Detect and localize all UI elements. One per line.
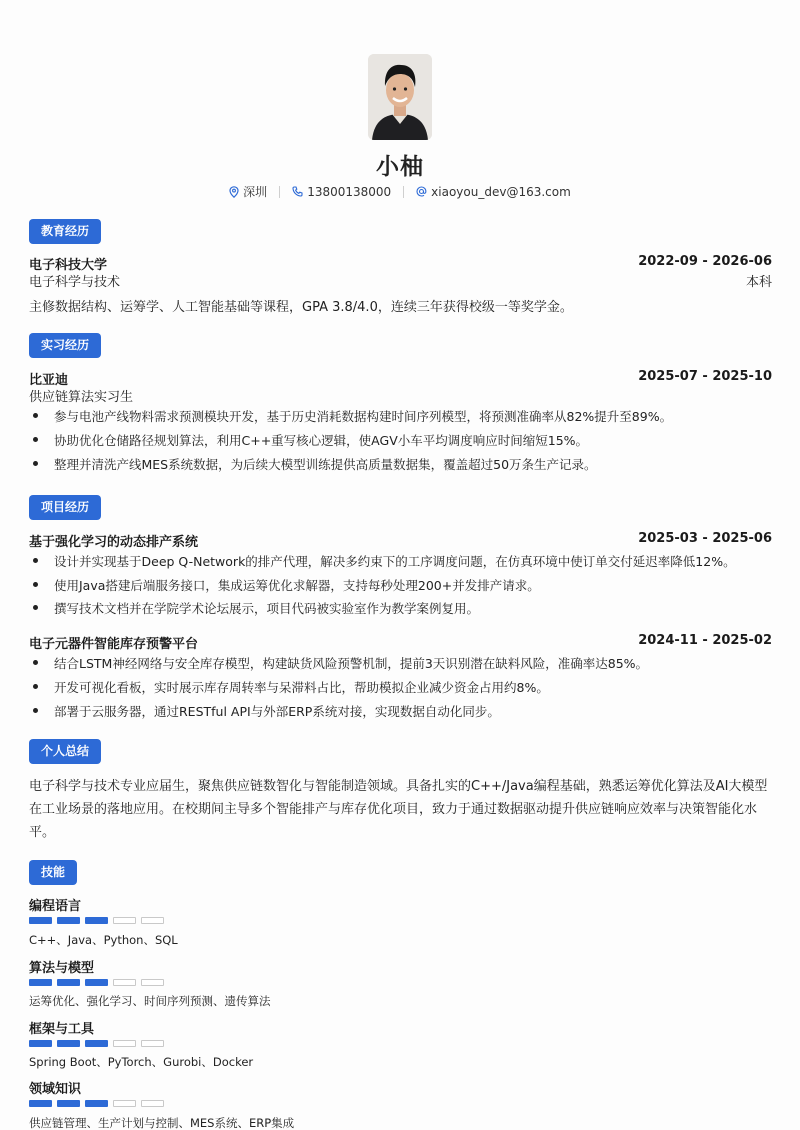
contact-phone[interactable] (292, 185, 391, 199)
contact-info (0, 183, 800, 200)
avatar (368, 54, 432, 140)
skill-level-bars (29, 979, 164, 986)
skill-bar-empty (141, 1040, 164, 1047)
candidate-name: 小柚 (376, 154, 424, 180)
skill-name: 算法与模型 (29, 961, 95, 976)
company-name: 比亚迪 (29, 373, 69, 388)
at-sign-icon (416, 186, 427, 197)
section-tag-summary: 个人总结 (29, 739, 101, 764)
list-item: 参与电池产线物料需求预测模块开发，基于历史消耗数据构建时间序列模型，将预测准确率从82%提升至89%。 (29, 407, 772, 425)
list-item: 协助优化仓储路径规划算法，利用C++重写核心逻辑，使AGV小车平均调度响应时间缩短15%。 (29, 431, 772, 449)
skill-bar-filled (29, 979, 52, 986)
skill-detail: 供应链管理、生产计划与控制、MES系统、ERP集成 (29, 1116, 295, 1130)
education-date: 2022-09 - 2026-06 (638, 254, 772, 269)
skill-name: 框架与工具 (29, 1022, 95, 1037)
internship-date: 2025-07 - 2025-10 (638, 369, 772, 384)
skill-bar-filled (57, 1100, 80, 1107)
school-name: 电子科技大学 (29, 258, 108, 273)
skill-bar-filled (57, 979, 80, 986)
degree: 本科 (745, 275, 772, 290)
project-title: 基于强化学习的动态排产系统 (29, 535, 199, 550)
skill-detail: Spring Boot、PyTorch、Gurobi、Docker (29, 1055, 254, 1069)
internship-role: 供应链算法实习生 (29, 390, 134, 405)
project-title: 电子元器件智能库存预警平台 (29, 637, 199, 652)
skill-bar-filled (29, 917, 52, 924)
skill-bar-filled (57, 917, 80, 924)
skill-level-bars (29, 917, 164, 924)
skill-bar-empty (113, 917, 136, 924)
skill-bar-empty (141, 1100, 164, 1107)
skill-name: 编程语言 (29, 899, 82, 914)
contact-divider (403, 186, 404, 198)
skill-bar-filled (57, 1040, 80, 1047)
list-item: 部署于云服务器，通过RESTful API与外部ERP系统对接，实现数据自动化同步。 (29, 702, 772, 720)
skill-bar-filled (29, 1040, 52, 1047)
list-item: 开发可视化看板，实时展示库存周转率与呆滞料占比，帮助模拟企业减少资金占用约8%。 (29, 678, 772, 696)
skill-level-bars (29, 1100, 164, 1107)
skill-bar-filled (85, 917, 108, 924)
section-tag-skills: 技能 (29, 860, 77, 885)
location-pin-icon (229, 186, 239, 198)
list-item: 整理并清洗产线MES系统数据，为后续大模型训练提供高质量数据集，覆盖超过50万条生产记录。 (29, 455, 772, 473)
skill-bar-empty (141, 979, 164, 986)
skill-bar-empty (141, 917, 164, 924)
phone-text: 13800138000 (307, 184, 392, 199)
list-item: 结合LSTM神经网络与安全库存模型，构建缺货风险预警机制，提前3天识别潜在缺料风险，准确率达85%。 (29, 654, 772, 672)
education-detail: 主修数据结构、运筹学、人工智能基础等课程，GPA 3.8/4.0，连续三年获得校级一等奖学金。 (29, 300, 573, 315)
skill-bar-filled (29, 1100, 52, 1107)
skill-name: 领域知识 (29, 1082, 82, 1097)
section-tag-internship: 实习经历 (29, 333, 101, 358)
phone-icon (292, 186, 303, 197)
project-date: 2025-03 - 2025-06 (638, 531, 772, 546)
list-item: 设计并实现基于Deep Q-Network的排产代理，解决多约束下的工序调度问题，在仿真环境中使订单交付延迟率降低12%。 (29, 552, 772, 570)
skill-bar-empty (113, 1100, 136, 1107)
major: 电子科学与技术 (29, 275, 121, 290)
location-text: 深圳 (243, 185, 268, 199)
skill-bar-empty (113, 979, 136, 986)
contact-divider (279, 186, 280, 198)
skill-bar-filled (85, 979, 108, 986)
section-tag-education: 教育经历 (29, 219, 101, 244)
section-tag-projects: 项目经历 (29, 495, 101, 520)
skill-bar-filled (85, 1040, 108, 1047)
skill-bar-filled (85, 1100, 108, 1107)
skill-bar-empty (113, 1040, 136, 1047)
skill-detail: 运筹优化、强化学习、时间序列预测、遗传算法 (29, 994, 271, 1008)
skill-level-bars (29, 1040, 164, 1047)
contact-email[interactable] (416, 185, 571, 199)
email-text: xiaoyou_dev@163.com (431, 184, 571, 199)
contact-location (229, 183, 267, 200)
summary-text: 电子科学与技术专业应届生，聚焦供应链数智化与智能制造领域。具备扎实的C++/Java编程基础，熟悉运筹优化算法及AI大模型在工业场景的落地应用。在校期间主导多个智能排产与库存优化项目，致力于通过数据驱动提升供应链响应效率与决策智能化水平。 (29, 779, 768, 840)
list-item: 使用Java搭建后端服务接口，集成运筹优化求解器，支持每秒处理200+并发排产请求。 (29, 576, 772, 594)
project-date: 2024-11 - 2025-02 (638, 633, 772, 648)
list-item: 撰写技术文档并在学院学术论坛展示，项目代码被实验室作为教学案例复用。 (29, 599, 772, 617)
skill-detail: C++、Java、Python、SQL (29, 933, 178, 947)
